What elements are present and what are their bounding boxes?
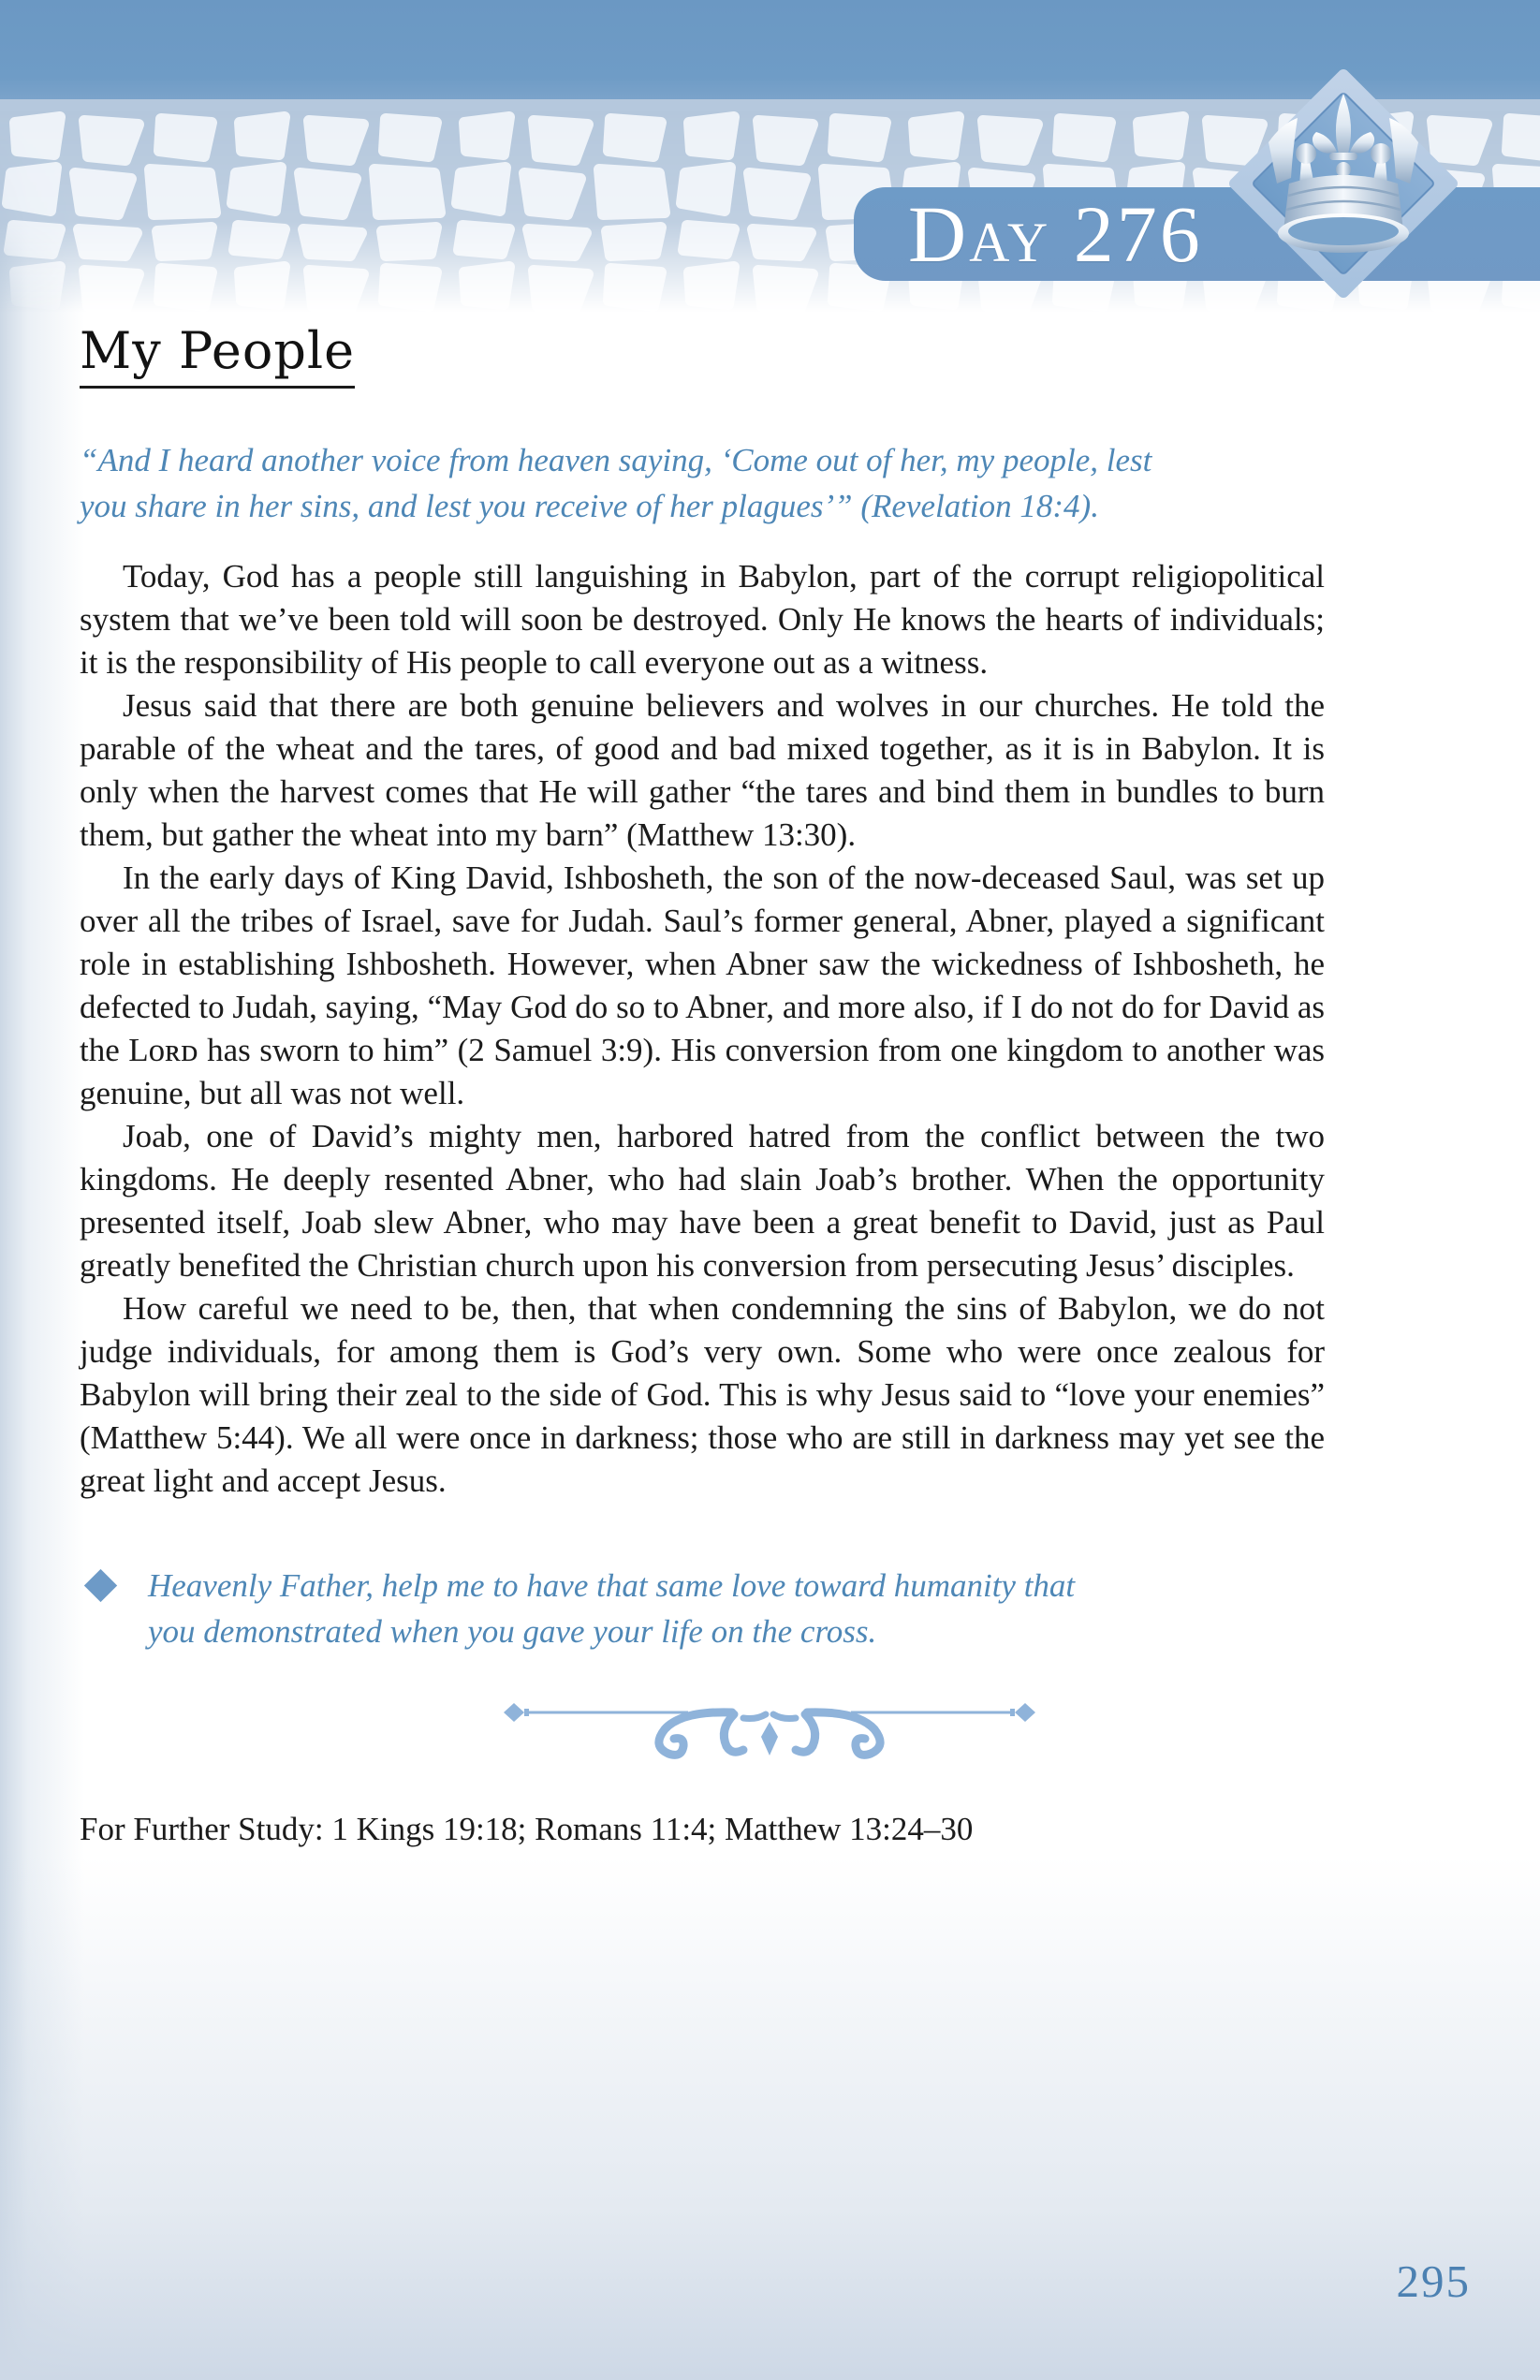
divider-row (80, 1697, 1325, 1770)
scripture-quote: “And I heard another voice from heaven saying, ‘Come out of her, my people, lest you share in her sins, and lest you receive of her plagues’” (Revelation 18:4). (80, 442, 1152, 524)
day-badge-label: Day 276 (908, 189, 1203, 279)
body-paragraph: Today, God has a people still languishing in Babylon, part of the corrupt religiopolitical system that we’ve been told will soon be destroyed. Only He knows the hearts of individuals; it is the responsibility of His people to call everyone out as a witness. (80, 558, 1325, 681)
scroll-flourish-divider (498, 1697, 1041, 1770)
prayer (80, 1563, 1109, 1654)
further-study: For Further Study: 1 Kings 19:18; Romans 11:4; Matthew 13:24–30 (80, 1811, 974, 1847)
body-copy (80, 555, 1325, 1503)
page-title: My People (80, 324, 355, 389)
body-paragraph: Joab, one of David’s mighty men, harbored hatred from the conflict between the two kingdoms. He deeply resented Abner, who had slain Joab’s brother. When the opportunity presented itself, Joab slew Abner, who may have been a great benefit to David, just as Paul greatly benefited the Christian church upon his conversion from persecuting Jesus’ disciples. (80, 1118, 1325, 1284)
prayer-text: Heavenly Father, help me to have that same love toward humanity that you demonstrated when you gave your life on the cross. (148, 1567, 1076, 1650)
diamond-bullet-icon (84, 1569, 117, 1602)
body-paragraph: How careful we need to be, then, that when condemning the sins of Babylon, we do not judge individuals, for among them is God’s very own. Some who were once zealous for Babylon will bring their zeal to the side of God. This is why Jesus said to “love your enemies” (Matthew 5:44). We all were once in darkness; those who are still in darkness may yet see the great light and accept Jesus. (80, 1290, 1325, 1499)
body-paragraph: Jesus said that there are both genuine believers and wolves in our churches. He told the parable of the wheat and the tares, of good and bad mixed together, as it is in Babylon. It is only when the harvest comes that He will gather “the tares and bind them in bundles to burn them, but gather the wheat into my barn” (Matthew 13:30). (80, 687, 1325, 853)
article (80, 0, 1325, 1851)
body-paragraph: In the early days of King David, Ishbosheth, the son of the now-deceased Saul, was set up over all the tribes of Israel, save for Judah. Saul’s former general, Abner, played a significant role in establishing Ishbosheth. However, when Abner saw the wickedness of Ishbosheth, he defected to Judah, saying, “May God do so to Abner, and more also, if I do not do for David as the Lᴏʀᴅ has sworn to him” (2 Samuel 3:9). His conversion from one kingdom to another was genuine, but all was not well. (80, 859, 1325, 1111)
page-number: 295 (1396, 2255, 1471, 2307)
